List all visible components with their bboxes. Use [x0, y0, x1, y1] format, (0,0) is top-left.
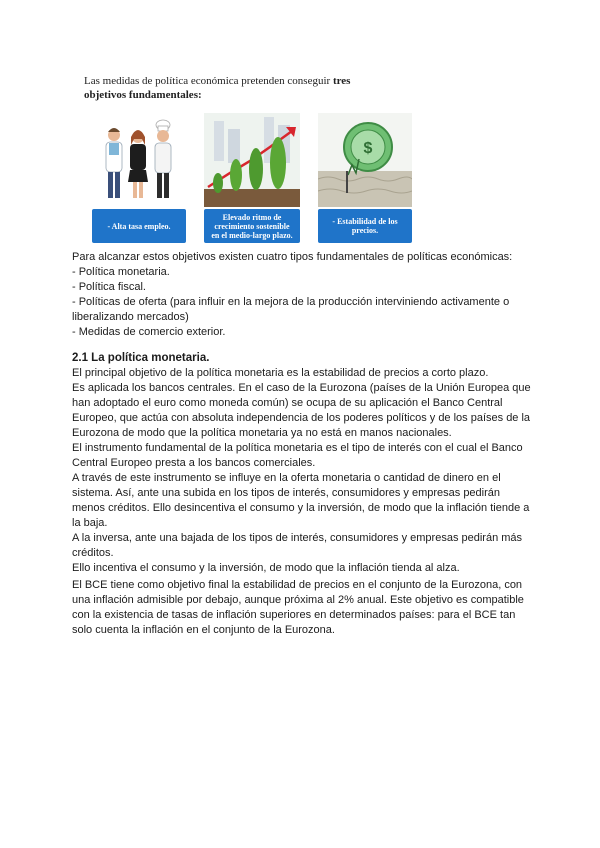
growth-plants-illustration [204, 113, 300, 207]
list-item: - Políticas de oferta (para influir en la mejora de la producción interviniendo activamente o liberalizando mercados) [72, 296, 510, 323]
objective-caption-growth: Elevado ritmo de crecimiento sostenible en el medio-largo plazo. [204, 209, 300, 243]
workers-illustration [92, 113, 186, 207]
objective-card-employment [92, 113, 186, 243]
svg-text:$: $ [363, 140, 373, 157]
objective-card-price-stability [318, 113, 412, 243]
list-item: - Política fiscal. [72, 281, 146, 293]
section-paragraph: El instrumento fundamental de la política monetaria es el tipo de interés con el cual el Banco Central Europeo presta a los bancos comerciales. [72, 442, 523, 469]
intro-text-bold: tres objetivos fundamentales: [84, 75, 351, 101]
list-item: - Medidas de comercio exterior. [72, 326, 226, 338]
section-paragraph: Ello incentiva el consumo y la inversión, de modo que la inflación tienda al alza. [72, 562, 460, 574]
section-paragraph: El principal objetivo de la política monetaria es la estabilidad de precios a corto plazo. [72, 367, 489, 379]
intro-text-start: Las medidas de política económica pretenden conseguir [84, 75, 333, 87]
intro-text [84, 74, 384, 102]
section-paragraph: Es aplicada los bancos centrales. En el caso de la Eurozona (países de la Unión Europea que han adoptado el euro como moneda común) se ocupa de su aplicación el Banco Central Europeo, que actúa con absoluta independencia de los poderes políticos y de los países de la Eurozona de modo que la política monetaria ya no está en manos nacionales. [72, 382, 531, 439]
ecb-objective-block [72, 578, 532, 638]
list-item: - Política monetaria. [72, 266, 170, 278]
policy-types-block [72, 250, 532, 340]
section-paragraph: A través de este instrumento se influye en la oferta monetaria o cantidad de dinero en el sistema. Así, ante una subida en los tipos de interés, consumidores y empresas pedirán menos créditos. Ello desincentiva el consumo y la inversión, de modo que la inflación tiende a la baja. [72, 472, 530, 529]
policy-types-intro: Para alcanzar estos objetivos existen cuatro tipos fundamentales de políticas económicas: [72, 251, 513, 263]
objective-card-growth [204, 113, 300, 243]
objective-caption-price-stability: - Estabilidad de los precios. [318, 209, 412, 243]
ecb-objective-paragraph: El BCE tiene como objetivo final la estabilidad de precios en el conjunto de la Eurozona, con una inflación admisible por debajo, aunque próxima al 2% anual. Este objetivo es compatible con la existencia de tasas de inflación superiores en determinados países: para el BCE tan solo cuenta la inflación en el conjunto de la Eurozona. [72, 579, 524, 636]
objective-caption-employment: - Alta tasa empleo. [92, 209, 186, 243]
section-paragraph: A la inversa, ante una bajada de los tipos de interés, consumidores y empresas pedirán más créditos. [72, 532, 523, 559]
section-monetary-policy [72, 351, 532, 576]
money-stability-illustration [318, 113, 412, 207]
section-heading: 2.1 La política monetaria. [72, 352, 210, 364]
